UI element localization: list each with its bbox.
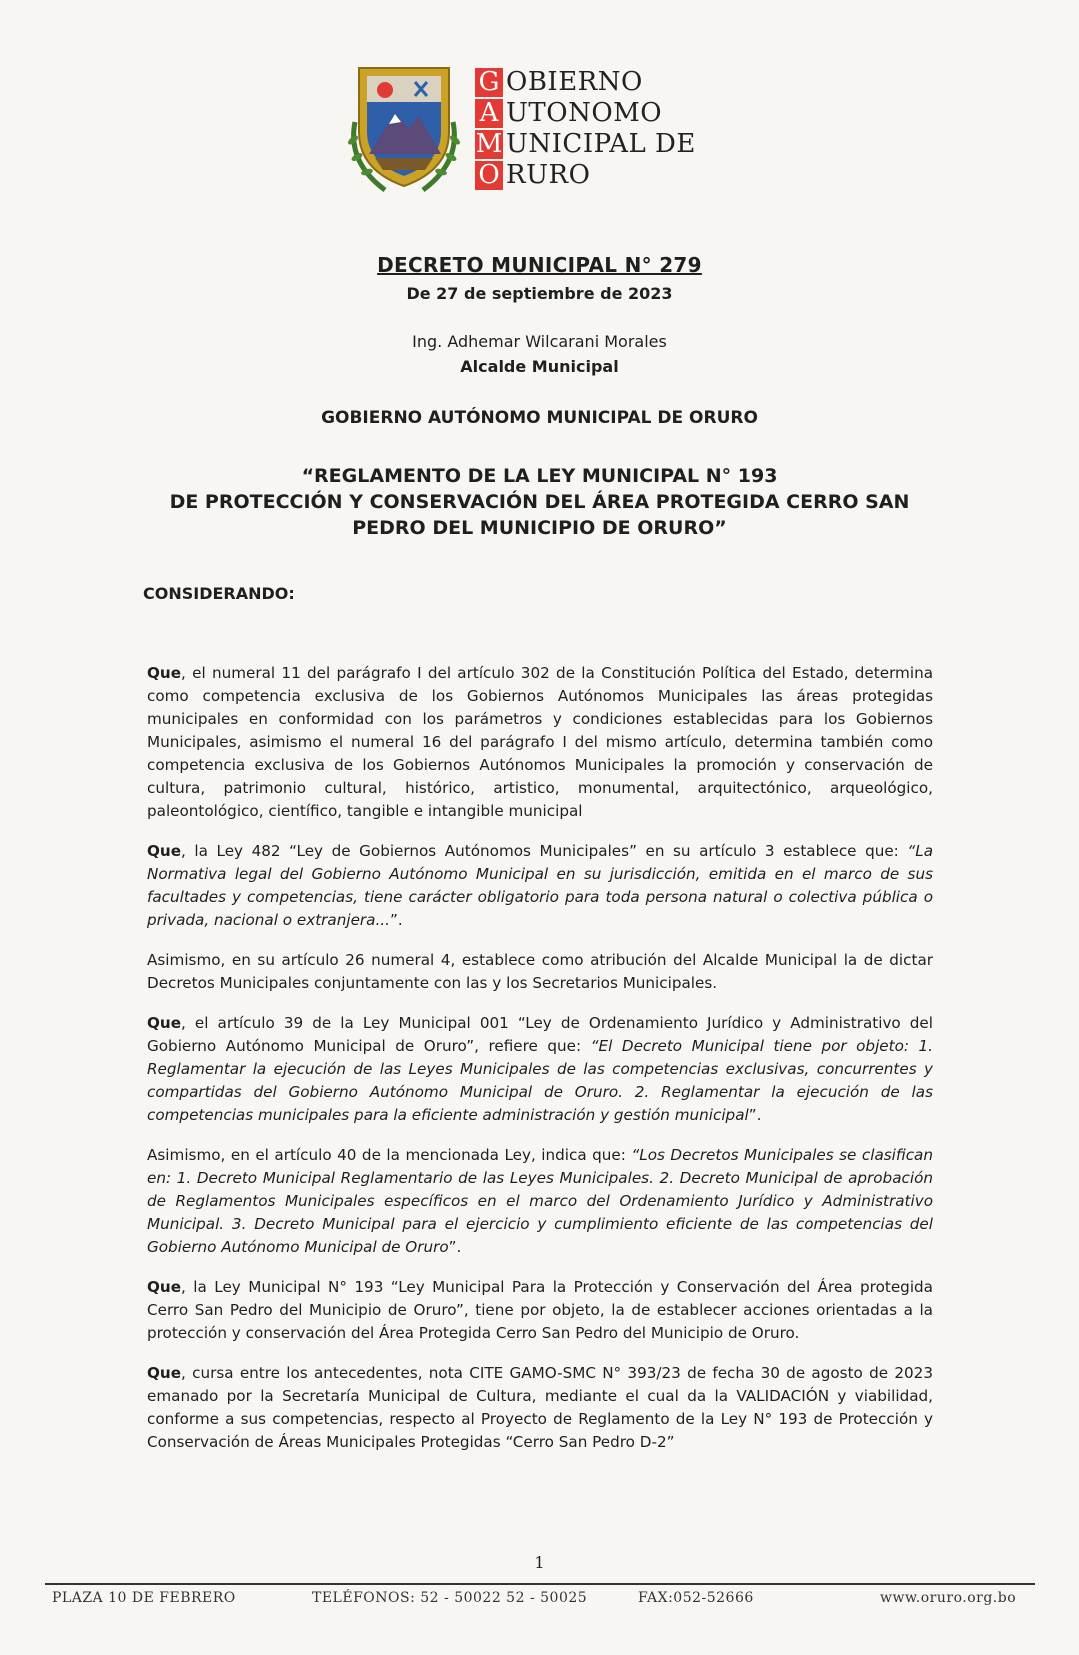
gamo-logo [345, 62, 745, 197]
paragraph-lead: Que [147, 664, 182, 682]
footer-address: PLAZA 10 DE FEBRERO [52, 1590, 236, 1606]
paragraph [147, 662, 933, 823]
footer-fax: FAX:052-52666 [638, 1590, 754, 1606]
paragraph [147, 840, 933, 932]
paragraph-lead: Que [147, 1278, 182, 1296]
paragraph-text: , el artículo 39 de la Ley Municipal 001 “Ley de Ordenamiento Jurídico y Administrativo del Gobierno Autónomo Municipal de Oruro”, refiere que: [147, 1014, 933, 1055]
paragraph-text: , la Ley Municipal N° 193 “Ley Municipal Para la Protección y Conservación del Área protegida Cerro San Pedro del Municipio de Oruro”, tiene por objeto, la de establecer acciones orientadas a la protección y conservación del Área Protegida Cerro San Pedro del Municipio de Oruro. [147, 1278, 933, 1342]
paragraph [147, 1276, 933, 1345]
government-name: GOBIERNO AUTÓNOMO MUNICIPAL DE ORURO [321, 408, 758, 428]
decree-title: DECRETO MUNICIPAL N° 279 [377, 253, 702, 277]
gamo-word: UNICIPAL DE [506, 129, 696, 159]
paragraph-lead: Que [147, 842, 182, 860]
gamo-wordmark [506, 68, 696, 192]
paragraph [147, 1144, 933, 1259]
regulation-title-line: PEDRO DEL MUNICIPIO DE ORURO” [352, 517, 727, 539]
paragraph-tail: ”. [448, 1238, 462, 1256]
paragraph-quote: “Los Decretos Municipales se clasifican en: 1. Decreto Municipal Reglamentario de las Leyes Municipales. 2. Decreto Municipal de aprobación de Reglamentos Municipales específicos en el marco del Ordenamiento Jurídico y Administrativo Municipal. 3. Decreto Municipal para el ejercicio y cumplimiento eficiente de las competencias del Gobierno Autónomo Municipal de Oruro [147, 1146, 933, 1256]
paragraph-text: , el numeral 11 del parágrafo I del artículo 302 de la Constitución Política del Estado, determina como competencia exclusiva de los Gobiernos Autónomos Municipales las áreas protegidas municipales en conformidad con los parámetros y condiciones establecidas para los Gobiernos Municipales, asimismo el numeral 16 del parágrafo I del mismo artículo, determina también como competencia exclusiva de los Gobiernos Autónomos Municipales la promoción y conservación de cultura, patrimonio cultural, histórico, artistico, monumental, arquitectónico, arqueológico, paleontológico, científico, tangible e intangible municipal [147, 664, 933, 820]
regulation-title-line: DE PROTECCIÓN Y CONSERVACIÓN DEL ÁREA PROTEGIDA CERRO SAN [169, 491, 910, 513]
gamo-letter: O [475, 161, 503, 190]
paragraph-text: Asimismo, en el artículo 40 de la mencionada Ley, indica que: [147, 1146, 632, 1164]
footer-divider [45, 1583, 1035, 1585]
footer-website[interactable]: www.oruro.org.bo [880, 1590, 1017, 1606]
gamo-word: RURO [506, 160, 591, 190]
footer-phones: TELÉFONOS: 52 - 50022 52 - 50025 [312, 1590, 588, 1606]
regulation-title-line: “REGLAMENTO DE LA LEY MUNICIPAL N° 193 [301, 465, 778, 487]
gamo-letter: G [475, 68, 503, 97]
paragraph [147, 1012, 933, 1127]
gamo-word: OBIERNO [506, 67, 643, 97]
page-number: 1 [534, 1553, 545, 1572]
gamo-letter: M [475, 129, 503, 159]
paragraph [147, 949, 933, 995]
paragraph [147, 1362, 933, 1454]
paragraph-text: , cursa entre los antecedentes, nota CITE GAMO-SMC N° 393/23 de fecha 30 de agosto de 2023 emanado por la Secretaría Municipal de Cultura, mediante el cual da la VALIDACIÓN y viabilidad, conforme a sus competencias, respecto al Proyecto de Reglamento de la Ley N° 193 de Protección y Conservación de Áreas Municipales Protegidas “Cerro San Pedro D-2” [147, 1364, 933, 1451]
official-role: Alcalde Municipal [460, 357, 619, 376]
official-name: Ing. Adhemar Wilcarani Morales [412, 332, 667, 351]
paragraph-text: , la Ley 482 “Ley de Gobiernos Autónomos Municipales” en su artículo 3 establece que: [181, 842, 908, 860]
coat-of-arms-icon [345, 62, 463, 197]
paragraph-text: Asimismo, en su artículo 26 numeral 4, establece como atribución del Alcalde Municipal la de dictar Decretos Municipales conjuntamente con las y los Secretarios Municipales. [147, 951, 933, 992]
gamo-letter: A [475, 99, 503, 128]
paragraph-tail: ”. [748, 1106, 762, 1124]
paragraph-quote: “La Normativa legal del Gobierno Autónomo Municipal en su jurisdicción, emitida en el marco de sus facultades y competencias, tiene carácter obligatorio para toda persona natural o colectiva pública o privada, nacional o extranjera... [147, 842, 933, 929]
paragraph-lead: Que [147, 1364, 182, 1382]
paragraph-lead: Que [147, 1014, 182, 1032]
gamo-acronym [475, 68, 505, 192]
paragraph-tail: ”. [389, 911, 403, 929]
considerando-heading: CONSIDERANDO: [143, 584, 295, 603]
paragraph-quote: “El Decreto Municipal tiene por objeto: 1. Reglamentar la ejecución de las Leyes Municipales de las competencias exclusivas, concurrentes y compartidas del Gobierno Autónomo Municipal de Oruro. 2. Reglamentar la ejecución de las competencias municipales para la eficiente administración y gestión municipal [147, 1037, 934, 1124]
decree-body [147, 662, 933, 1471]
decree-date: De 27 de septiembre de 2023 [406, 284, 673, 303]
regulation-title [0, 463, 1079, 541]
gamo-word: UTONOMO [506, 98, 663, 128]
